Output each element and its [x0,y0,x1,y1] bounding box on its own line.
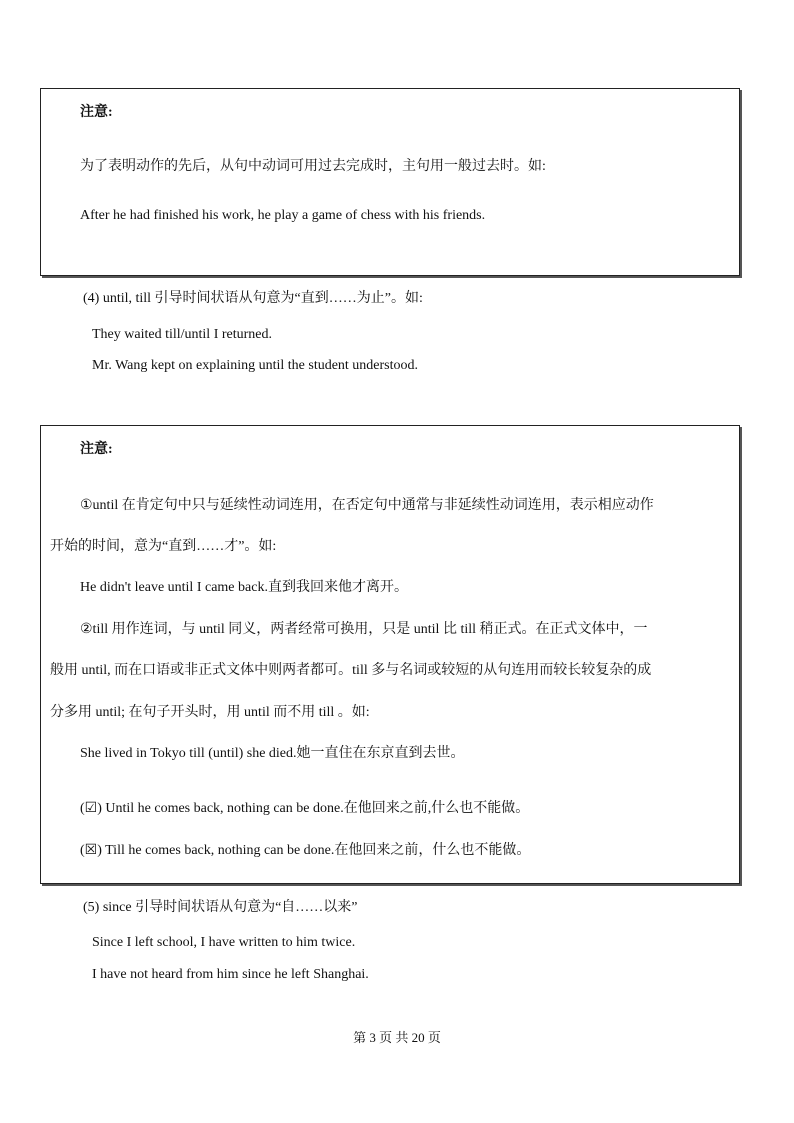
example-sentence: Until he comes back, nothing can be done.在他回来之前,什么也不能做。 [101,801,530,816]
note-box-1 [40,88,740,276]
example-sentence: They waited till/until I returned. [92,327,273,342]
note-paragraph-line: 分多用 until; 在句子开头时，用 until 而不用 till 。如: [50,705,370,720]
note-paragraph-line: 开始的时间，意为“直到……才”。如: [50,539,277,554]
note-title: 注意: [80,442,113,457]
crossed-box-icon: (☒) [80,843,102,858]
note-paragraph-line: ②till 用作连词，与 until 同义，两者经常可换用，只是 until 比 till 稍正式。在正式文体中，一 [80,622,648,637]
section-heading: (4) until, till 引导时间状语从句意为“直到……为止”。如: [83,291,423,306]
note-paragraph-line: 般用 until, 而在口语或非正式文体中则两者都可。till 多与名词或较短的从句连用而较长较复杂的成 [50,663,652,678]
example-sentence: She lived in Tokyo till (until) she died.她一直住在东京直到去世。 [80,746,465,761]
note-text: 为了表明动作的先后，从句中动词可用过去完成时，主句用一般过去时。如: [80,159,546,174]
note-title: 注意: [80,105,113,120]
example-sentence: Till he comes back, nothing can be done.在他回来之前，什么也不能做。 [101,843,531,858]
example-wrong [80,842,530,860]
example-sentence: Since I left school, I have written to him twice. [92,935,356,950]
section-heading: (5) since 引导时间状语从句意为“自……以来” [83,900,358,915]
example-sentence: He didn't leave until I came back.直到我回来他才离开。 [80,580,408,595]
example-sentence: After he had finished his work, he play a game of chess with his friends. [80,208,486,223]
page-number: 第 3 页 共 20 页 [353,1030,441,1045]
checked-box-icon: (☑) [80,801,102,816]
example-sentence: Mr. Wang kept on explaining until the student understood. [92,358,419,373]
note-paragraph-line: ①until 在肯定句中只与延续性动词连用，在否定句中通常与非延续性动词连用，表示相应动作 [80,498,654,513]
example-sentence: I have not heard from him since he left Shanghai. [92,967,369,982]
example-correct [80,800,529,818]
